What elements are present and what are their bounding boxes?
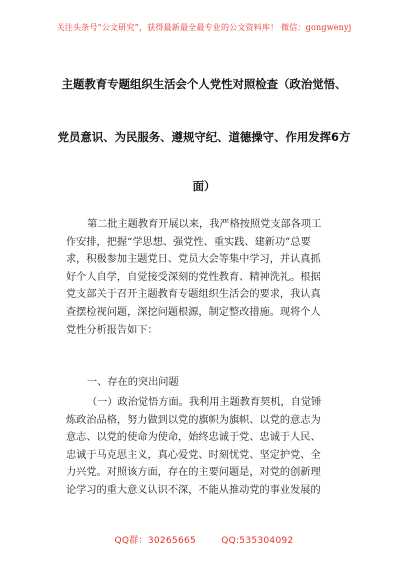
paragraph-line: 党性分析报告如下： bbox=[66, 324, 158, 336]
paragraph-line: 查摆检视问题，深挖问题根源，制定整改措施。现将个人 bbox=[66, 306, 321, 318]
intro-paragraph bbox=[66, 216, 352, 339]
paragraph-line: 求，积极参加主题党日、党员大会等集中学习，并认真抓 bbox=[66, 254, 321, 266]
paragraph-line: 论学习的重大意义认识不深，不能从推动党的事业发展的 bbox=[66, 484, 321, 496]
document-title-line-2: 党员意识、为民服务、遵规守纪、道德操守、作用发挥6方 bbox=[57, 130, 351, 144]
section-heading-text: 一、存在的突出问题 bbox=[87, 377, 179, 388]
paragraph-line: （一）政治觉悟方面。我利用主题教育契机，自觉锤 bbox=[87, 397, 322, 408]
section-heading bbox=[66, 374, 352, 392]
qq-group-number: QQ群：30265665 bbox=[114, 536, 197, 546]
paragraph-line: 力兴党。对照该方面，存在的主要问题是，对党的创新理 bbox=[66, 467, 321, 479]
paragraph-line: 意志、以党的使命为使命，始终忠诚于党、忠诚于人民、 bbox=[66, 432, 321, 444]
paragraph-line: 作安排，把握“学思想、强党性、重实践、建新功”总要 bbox=[66, 236, 311, 248]
political-awareness-paragraph bbox=[66, 394, 352, 500]
paragraph-line: 炼政治品格，努力做到以党的旗帜为旗帜、以党的意志为 bbox=[66, 414, 321, 426]
paragraph-line: 第二批主题教育开展以来，我严格按照党支部各项工 bbox=[87, 219, 322, 230]
qq-contact-number: QQ:535304092 bbox=[221, 536, 294, 546]
footer-contact bbox=[0, 533, 408, 546]
promo-banner: 关注头条号“公文研究”，获得最新最全最专业的公文资料库！ 微信：gongwenyj bbox=[56, 23, 352, 32]
paragraph-line: 忠诚于马克思主义，真心爱党、时刻忧党、坚定护党、全 bbox=[66, 449, 321, 461]
document-title-line-3: 面） bbox=[192, 179, 216, 193]
paragraph-line: 好个人自学，自觉接受深刻的党性教育、精神洗礼。根据 bbox=[66, 271, 321, 283]
document-title-line-1: 主题教育专题组织生活会个人党性对照检查（政治觉悟、 bbox=[61, 77, 347, 91]
paragraph-line: 党支部关于召开主题教育专题组织生活会的要求，我认真 bbox=[66, 289, 321, 301]
